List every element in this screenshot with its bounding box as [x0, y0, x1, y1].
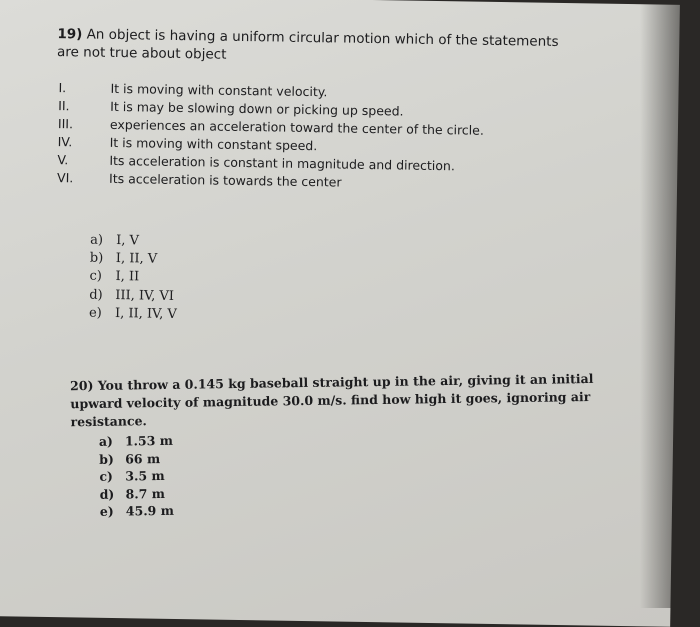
option-text: 3.5 m: [125, 468, 165, 484]
option-label: b): [89, 250, 104, 267]
option-label: b): [99, 451, 114, 467]
answer-option: [90, 232, 178, 252]
question-20-stem: [70, 370, 611, 432]
statement-text: It is moving with constant velocity.: [110, 80, 328, 100]
question-19-stem: [57, 25, 578, 69]
option-label: e): [88, 305, 102, 321]
question-19: [55, 25, 577, 195]
statement-text: Its acceleration is towards the center: [109, 170, 342, 190]
question-19-options: [89, 232, 178, 324]
option-text: 8.7 m: [125, 485, 166, 502]
question-20-number: 20): [70, 377, 94, 394]
background-shadow: [640, 0, 700, 608]
statement-numeral: III.: [57, 116, 74, 132]
question-20-text: You throw a 0.145 kg baseball straight up in the air, giving it an initial upward velocity of magnitude 30.0 m/s. find how high it goes, ignoring air resistance.: [70, 370, 594, 430]
option-label: c): [89, 269, 103, 285]
option-text: I, V: [116, 233, 140, 249]
question-20: [70, 370, 612, 521]
option-label: a): [98, 433, 114, 449]
statement-text: It is may be slowing down or picking up speed.: [110, 98, 404, 119]
answer-option: [90, 250, 178, 270]
option-label: d): [89, 287, 103, 303]
option-label: e): [99, 504, 114, 520]
statement-list: [55, 79, 577, 195]
option-text: 45.9 m: [125, 503, 174, 519]
statement-text: Its acceleration is constant in magnitude and direction.: [109, 152, 456, 174]
statement-numeral: II.: [58, 98, 70, 114]
statement-numeral: IV.: [57, 134, 73, 150]
statement-numeral: I.: [58, 80, 67, 96]
statement-numeral: V.: [57, 152, 69, 168]
option-label: a): [90, 232, 104, 248]
statement-text: experiences an acceleration toward the center of the circle.: [109, 116, 485, 138]
statement-numeral: VI.: [57, 170, 74, 186]
statement-text: It is moving with constant speed.: [109, 134, 318, 154]
option-text: III, IV, VI: [115, 287, 175, 304]
option-text: I, II, IV, V: [114, 305, 177, 322]
question-20-options: [99, 426, 612, 521]
answer-option: [89, 268, 177, 288]
option-label: c): [99, 468, 114, 485]
question-19-text: An object is having a uniform circular motion which of the statements are not true about object: [56, 26, 559, 63]
option-text: I, II, V: [115, 251, 158, 267]
option-text: 66 m: [125, 450, 161, 467]
answer-option: [89, 286, 177, 306]
question-19-number: 19): [57, 26, 83, 43]
option-label: d): [99, 486, 115, 502]
option-text: 1.53 m: [124, 432, 174, 449]
answer-option: [89, 304, 177, 324]
option-text: I, II: [115, 269, 140, 285]
